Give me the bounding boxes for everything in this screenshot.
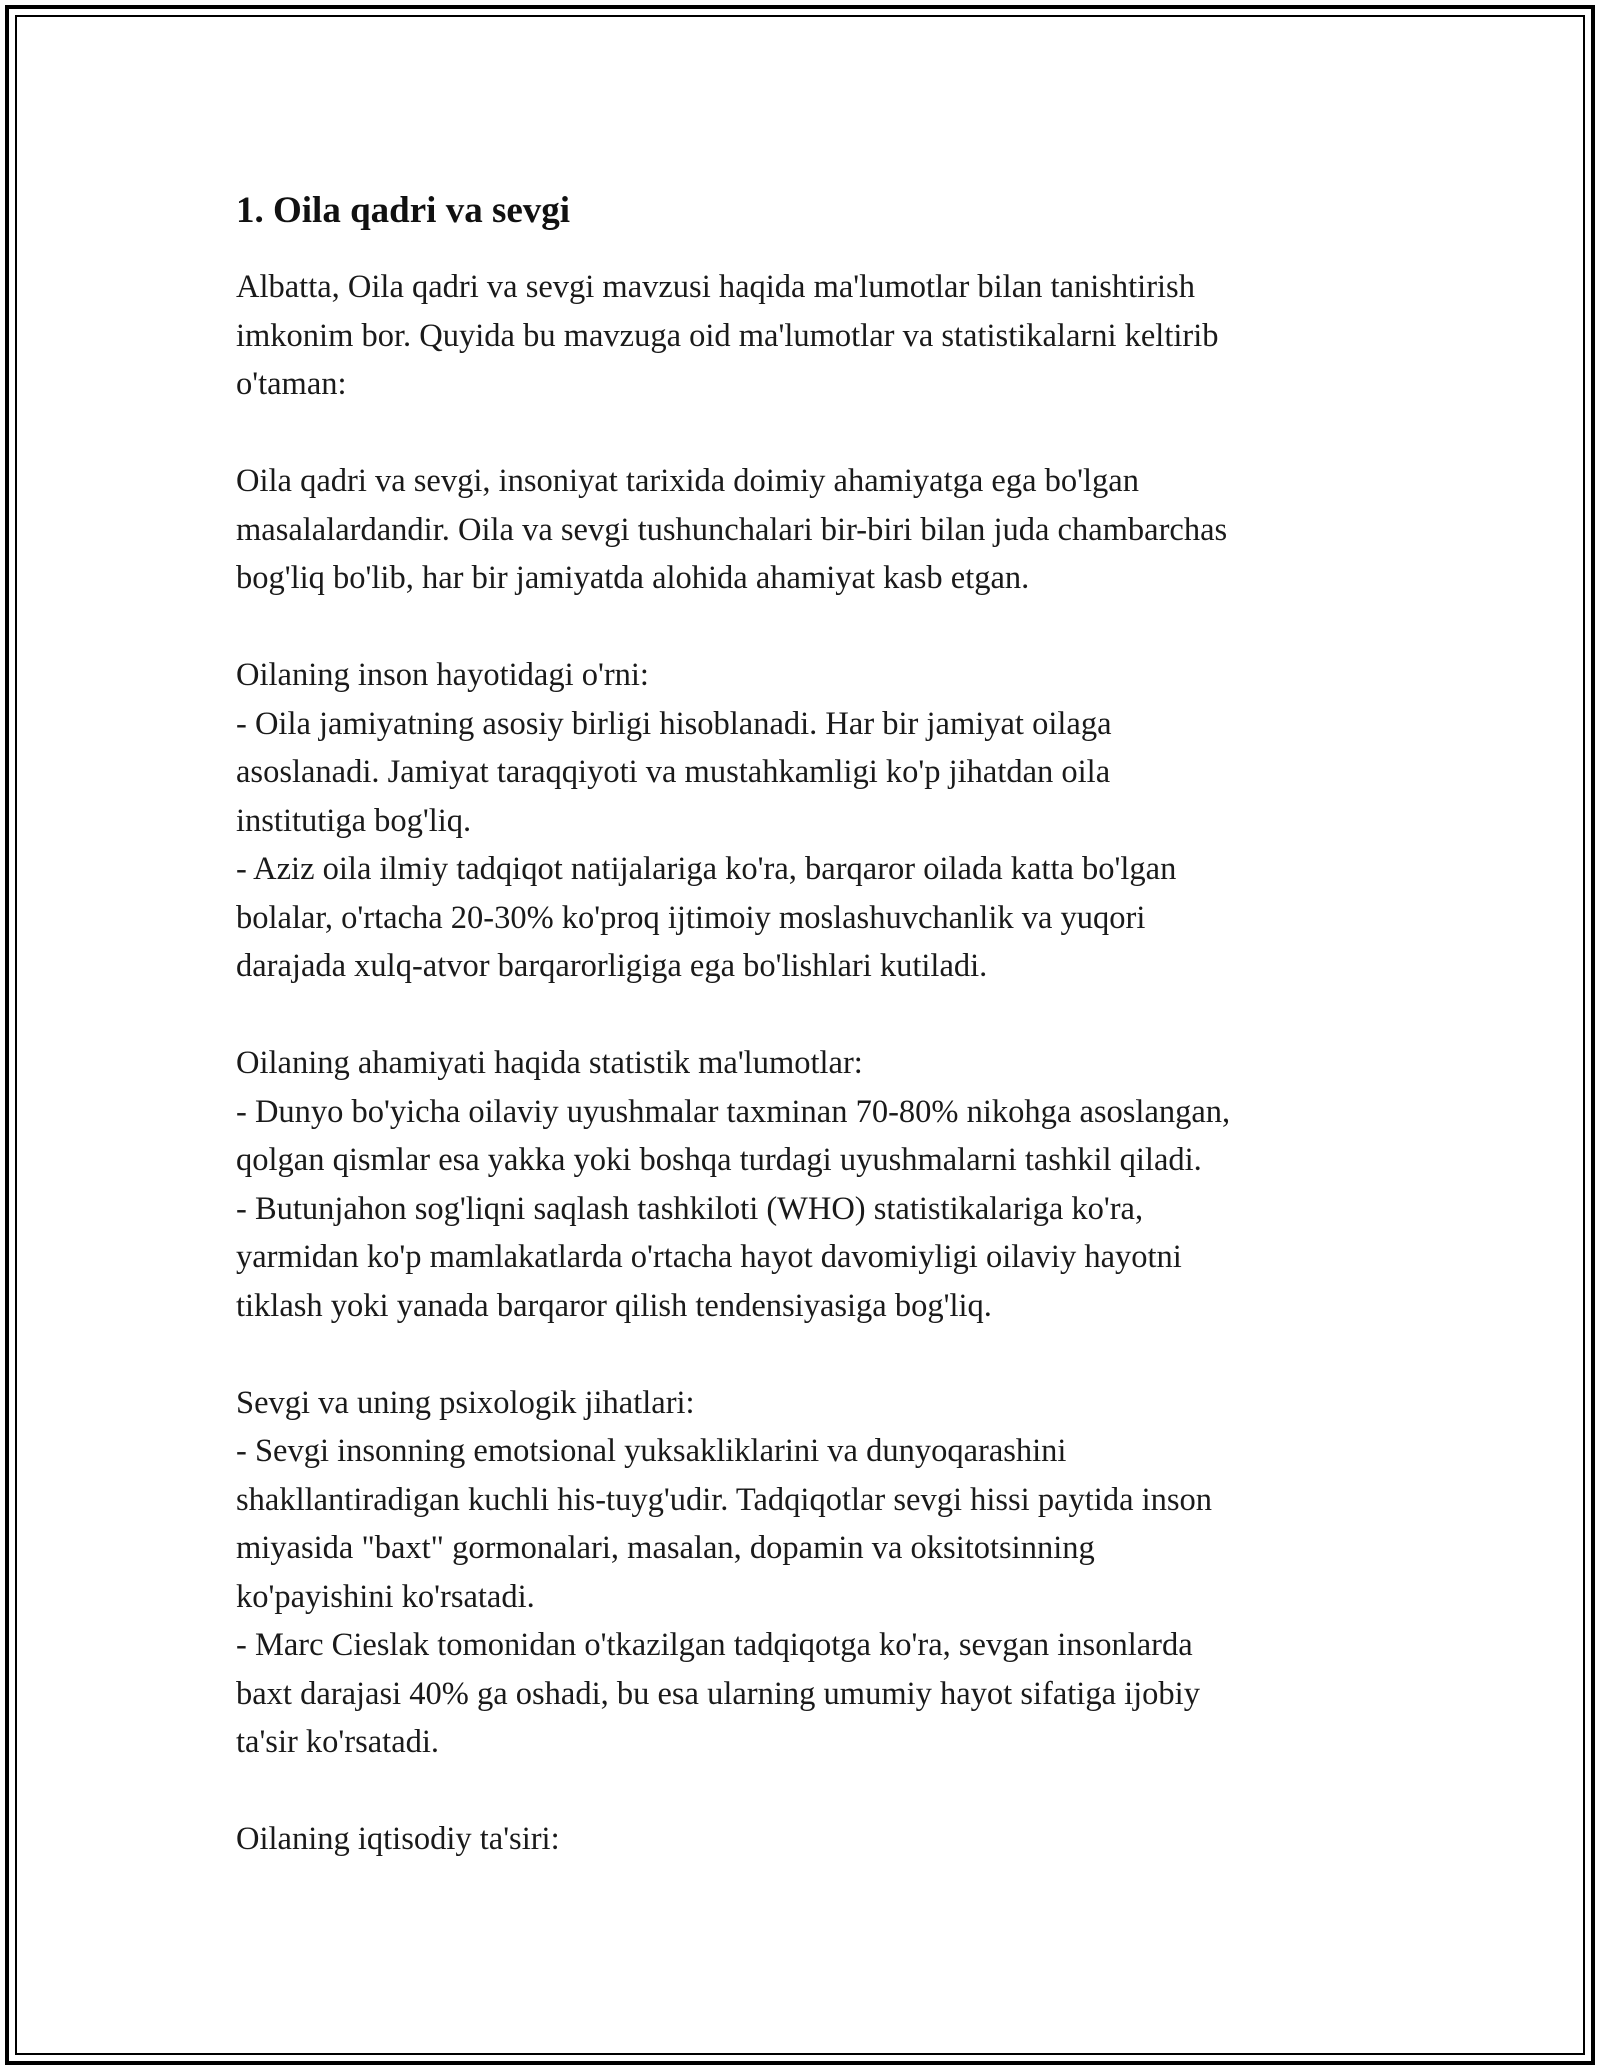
section-heading: Sevgi va uning psixologik jihatlari: <box>236 1384 695 1421</box>
paragraph-family-role <box>236 651 1366 991</box>
paragraph-overview <box>236 457 1366 603</box>
text-line: - Oila jamiyatning asosiy birligi hisoblanadi. Har bir jamiyat oilaga <box>236 705 1112 742</box>
text-line: ta'sir ko'rsatadi. <box>236 1724 440 1760</box>
text-line: - Dunyo bo'yicha oilaviy uyushmalar taxminan 70-80% nikohga asoslangan, <box>236 1093 1231 1130</box>
text-line: o'taman: <box>236 366 347 402</box>
text-line: miyasida "baxt" gormonalari, masalan, dopamin va oksitotsinning <box>236 1530 1095 1566</box>
text-line: Albatta, Oila qadri va sevgi mavzusi haqida ma'lumotlar bilan tanishtirish <box>236 269 1195 305</box>
text-line: - Aziz oila ilmiy tadqiqot natijalariga ko'ra, barqaror oilada katta bo'lgan <box>236 851 1177 887</box>
section-heading: Oilaning iqtisodiy ta'siri: <box>236 1821 560 1857</box>
text-line: qolgan qismlar esa yakka yoki boshqa turdagi uyushmalarni tashkil qiladi. <box>236 1142 1202 1178</box>
text-line: Oila qadri va sevgi, insoniyat tarixida doimiy ahamiyatga ega bo'lgan <box>236 463 1139 499</box>
text-line: darajada xulq-atvor barqarorligiga ega bo'lishlari kutiladi. <box>236 948 988 984</box>
text-line: masalalardandir. Oila va sevgi tushunchalari bir-biri bilan juda chambarchas <box>236 511 1228 548</box>
text-line: ko'payishini ko'rsatadi. <box>236 1578 535 1615</box>
text-line: - Marc Cieslak tomonidan o'tkazilgan tadqiqotga ko'ra, sevgan insonlarda <box>236 1627 1193 1663</box>
text-line: shakllantiradigan kuchli his-tuyg'udir. Tadqiqotlar sevgi hissi paytida inson <box>236 1481 1213 1518</box>
text-line: - Butunjahon sog'liqni saqlash tashkiloti (WHO) statistikalariga ko'ra, <box>236 1190 1144 1227</box>
section-heading: Oilaning ahamiyati haqida statistik ma'lumotlar: <box>236 1045 863 1081</box>
text-line: tiklash yoki yanada barqaror qilish tendensiyasiga bog'liq. <box>236 1287 992 1324</box>
paragraph-economics <box>236 1815 1366 1864</box>
text-line: - Sevgi insonning emotsional yuksakliklarini va dunyoqarashini <box>236 1433 1067 1469</box>
document-body <box>236 187 1366 1912</box>
text-line: imkonim bor. Quyida bu mavzuga oid ma'lumotlar va statistikalarni keltirib <box>236 317 1219 354</box>
text-line: bog'liq bo'lib, har bir jamiyatda alohida ahamiyat kasb etgan. <box>236 560 1030 596</box>
paragraph-intro <box>236 263 1366 409</box>
text-line: yarmidan ko'p mamlakatlarda o'rtacha hayot davomiyligi oilaviy hayotni <box>236 1239 1182 1275</box>
paragraph-statistics <box>236 1039 1366 1330</box>
text-line: baxt darajasi 40% ga oshadi, bu esa ularning umumiy hayot sifatiga ijobiy <box>236 1675 1200 1712</box>
text-line: institutiga bog'liq. <box>236 802 472 839</box>
section-heading: Oilaning inson hayotidagi o'rni: <box>236 657 649 693</box>
text-line: asoslanadi. Jamiyat taraqqiyoti va mustahkamligi ko'p jihatdan oila <box>236 754 1111 790</box>
text-line: bolalar, o'rtacha 20-30% ko'proq ijtimoiy moslashuvchanlik va yuqori <box>236 899 1146 936</box>
paragraph-psychology <box>236 1379 1366 1767</box>
document-title: 1. Oila qadri va sevgi <box>236 190 571 231</box>
